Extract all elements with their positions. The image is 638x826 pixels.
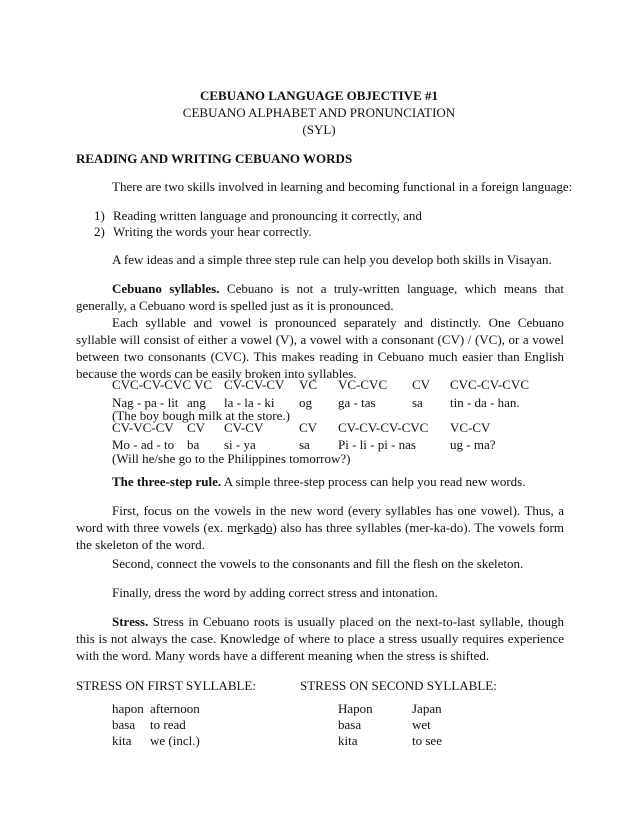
pattern-cell: CVC-CV-CVC VC <box>112 377 213 392</box>
stress-paragraph <box>76 613 564 664</box>
syllable-cell: si - ya <box>224 437 256 452</box>
stress-word: basa <box>338 717 362 732</box>
pattern-cell: CVC-CV-CVC <box>450 377 529 392</box>
pattern-cell: CV-CV-CV <box>224 377 285 392</box>
translation: (Will he/she go to the Philippines tomorrow?) <box>112 451 351 466</box>
pattern-cell: CV-VC-CV <box>112 420 174 435</box>
syllables-paragraph-2 <box>76 314 564 382</box>
list-item: Reading written language and pronouncing it correctly, and <box>113 208 422 223</box>
syllable-cell: ba <box>187 437 200 452</box>
syllables-paragraph <box>76 280 564 314</box>
syllables-text-2: Each syllable and vowel is pronounced separately and distinctly. One Cebuano syllable will consist of either a vowel (V), a vowel with a consonant (CV) / (VC), or a vowel between two consonants (CVC). This makes reading in Cebuano much easier than English because the words can be easily broken into syllables. <box>76 315 564 381</box>
stress-first-header: STRESS ON FIRST SYLLABLE: <box>76 678 256 693</box>
syllables-heading: Cebuano syllables. <box>112 281 220 296</box>
stress-heading: Stress. <box>112 614 149 629</box>
document-subtitle-code: (SYL) <box>302 122 336 137</box>
stress-second-header: STRESS ON SECOND SYLLABLE: <box>300 678 497 693</box>
syllable-cell: tin - da - han. <box>450 395 520 410</box>
three-step-paragraph <box>112 473 526 490</box>
three-step-text: A simple three-step process can help you read new words. <box>221 474 526 489</box>
translation: (The boy bough milk at the store.) <box>112 408 290 423</box>
syllable-cell: la - la - ki <box>224 395 275 410</box>
list-item-number: 2) <box>94 224 105 239</box>
stress-meaning: wet <box>412 717 431 732</box>
document-subtitle: CEBUANO ALPHABET AND PRONUNCIATION <box>182 105 456 120</box>
pattern-cell: VC <box>299 377 318 392</box>
pattern-cell: CV-CV-CV-CVC <box>338 420 429 435</box>
syllable-cell: Nag - pa - lit <box>112 395 179 410</box>
stress-meaning: Japan <box>412 701 442 716</box>
section-heading: READING AND WRITING CEBUANO WORDS <box>76 151 353 166</box>
final-step-paragraph: Finally, dress the word by adding correct stress and intonation. <box>112 585 438 600</box>
syllable-cell: Mo - ad - to <box>112 437 175 452</box>
syllable-cell: sa <box>299 437 310 452</box>
second-step-paragraph: Second, connect the vowels to the consonants and fill the flesh on the skeleton. <box>112 556 524 571</box>
syllable-cell: og <box>299 395 312 410</box>
three-step-heading: The three-step rule. <box>112 474 222 489</box>
stress-word: hapon <box>112 701 144 716</box>
list-item: Writing the words your hear correctly. <box>113 224 312 239</box>
stress-word: kita <box>112 733 132 748</box>
stress-text: Stress in Cebuano roots is usually placed on the next-to-last syllable, though this is not always the case. Knowledge of where to place a stress usually requires experience with the word. Many words have a different meaning when the stress is shifted. <box>76 614 564 663</box>
pattern-cell: VC-CVC <box>338 377 388 392</box>
pattern-cell: CV <box>412 377 431 392</box>
pattern-cell: CV <box>187 420 206 435</box>
stress-word: kita <box>338 733 358 748</box>
stress-meaning: afternoon <box>150 701 200 716</box>
list-item-number: 1) <box>94 208 105 223</box>
syllables-text: Cebuano is not a truly-written language, which means that generally, a Cebuano word is spelled just as it is pronounced. <box>76 281 564 313</box>
stress-meaning: to read <box>150 717 186 732</box>
example-word: merkado <box>226 520 273 535</box>
syllable-cell: ang <box>187 395 206 410</box>
stress-meaning: we (incl.) <box>150 733 200 748</box>
pattern-cell: VC-CV <box>450 420 491 435</box>
stress-meaning: to see <box>412 733 442 748</box>
pattern-cell: CV <box>299 420 318 435</box>
syllable-cell: ug - ma? <box>450 437 496 452</box>
stress-word: Hapon <box>338 701 373 716</box>
pattern-cell: CV-CV <box>224 420 264 435</box>
document-title: CEBUANO LANGUAGE OBJECTIVE #1 <box>199 88 438 103</box>
first-step-paragraph: First, focus on the vowels in the new word (every syllables has one vowel). Thus, a word with three vowels (ex. merkado) also has three syllables (mer-ka-do). The vowels form the skeleton of the word. <box>76 503 564 552</box>
syllable-cell: ga - tas <box>338 395 376 410</box>
syllable-cell: Pi - li - pi - nas <box>338 437 416 452</box>
syllable-cell: sa <box>412 395 423 410</box>
intro-paragraph: There are two skills involved in learning and becoming functional in a foreign language: <box>112 179 573 194</box>
few-ideas-paragraph: A few ideas and a simple three step rule can help you develop both skills in Visayan. <box>112 252 552 267</box>
stress-word: basa <box>112 717 136 732</box>
